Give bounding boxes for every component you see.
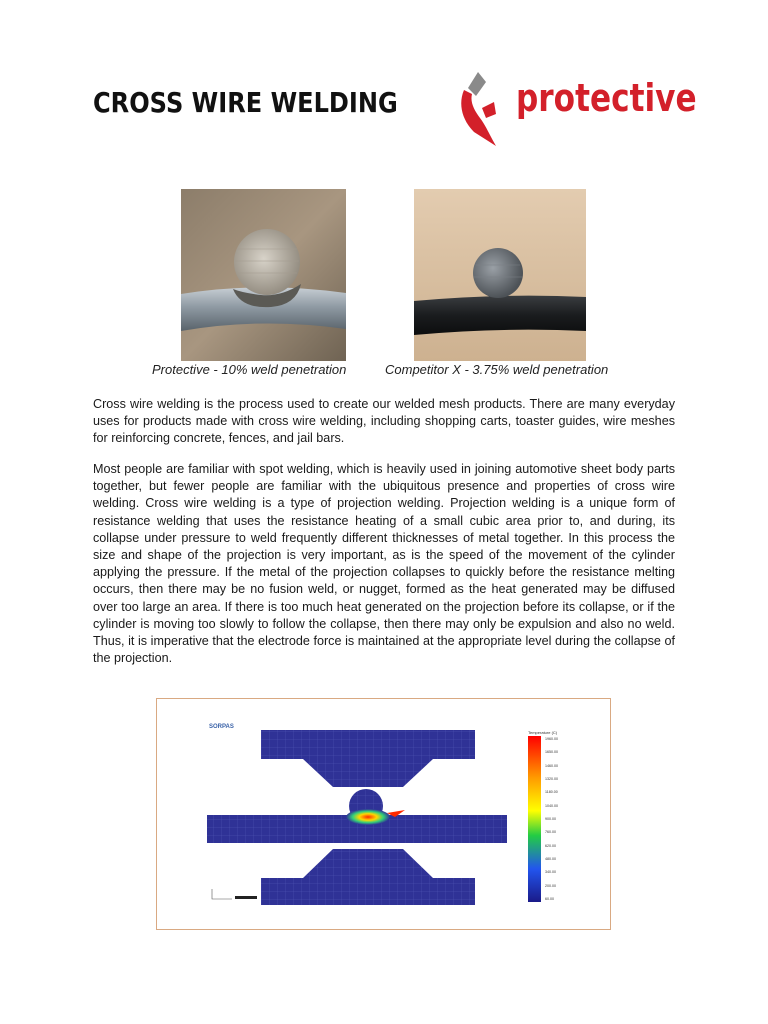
legend-label: 200.00 <box>545 883 556 888</box>
competitor-photo-caption: Competitor X - 3.75% weld penetration <box>385 362 609 377</box>
legend-label: 1650.00 <box>545 750 558 755</box>
legend-label: 1320.00 <box>545 777 558 781</box>
logo-wordmark: protective <box>516 76 697 120</box>
protective-photo-caption: Protective - 10% weld penetration <box>152 362 347 377</box>
legend-title: Temperature (C) <box>528 730 558 735</box>
competitor-weld-photo <box>414 189 586 361</box>
weld-simulation-figure <box>156 698 611 930</box>
legend-label: 760.00 <box>545 830 556 835</box>
legend-label: 900.00 <box>545 817 556 821</box>
explanation-paragraph: Most people are familiar with spot welding, which is heavily used in joining automotive sheet body parts together, but fewer people are familiar with the ubiquitous presence and properties of cross wire welding. Cross wire welding is a type of projection welding. Projection welding is a unique form of resistance welding that uses the resistance heating of a small cubic area prior to, and during, its collapse under pressure to weld frequently different thicknesses of metal together. In this process the size and shape of the projection is very important, as is the speed of the movement of the cylinder applying the pressure. If the metal of the projection collapses to quickly before the resistance melting occurs, then there may be no fusion weld, or nugget, formed as the heat generated may be diffused over too large an area. If there is too much heat generated on the projection before its collapse, or if the cylinder is moving too slowly to follow the collapse, then there may only be expulsion and also no weld. Thus, it is imperative that the electrode force is maintained at the appropriate level during the collapse of the projection. <box>93 462 675 666</box>
legend-label: 480.00 <box>545 857 556 861</box>
legend-label: 60.00 <box>545 897 554 901</box>
page-title: CROSS WIRE WELDING <box>93 86 398 119</box>
protective-logo-mark-icon <box>456 68 516 148</box>
legend-label: 1180.00 <box>545 790 558 795</box>
protective-logo <box>456 68 716 148</box>
legend-label: 1960.00 <box>545 737 558 741</box>
simulation-brand: SORPAS <box>209 724 234 730</box>
simulation-note <box>259 723 260 727</box>
protective-weld-photo <box>181 189 346 361</box>
legend-label: 1460.00 <box>545 763 558 768</box>
legend-label: 1040.00 <box>545 803 558 808</box>
intro-paragraph: Cross wire welding is the process used to create our welded mesh products. There are many everyday uses for products made with cross wire welding, including shopping carts, toaster guides, wire meshes for reinforcing concrete, fences, and jail bars. <box>93 397 675 446</box>
simulation-footer <box>203 902 204 906</box>
legend-label: 340.00 <box>545 870 556 875</box>
legend-label: 620.00 <box>545 843 556 848</box>
